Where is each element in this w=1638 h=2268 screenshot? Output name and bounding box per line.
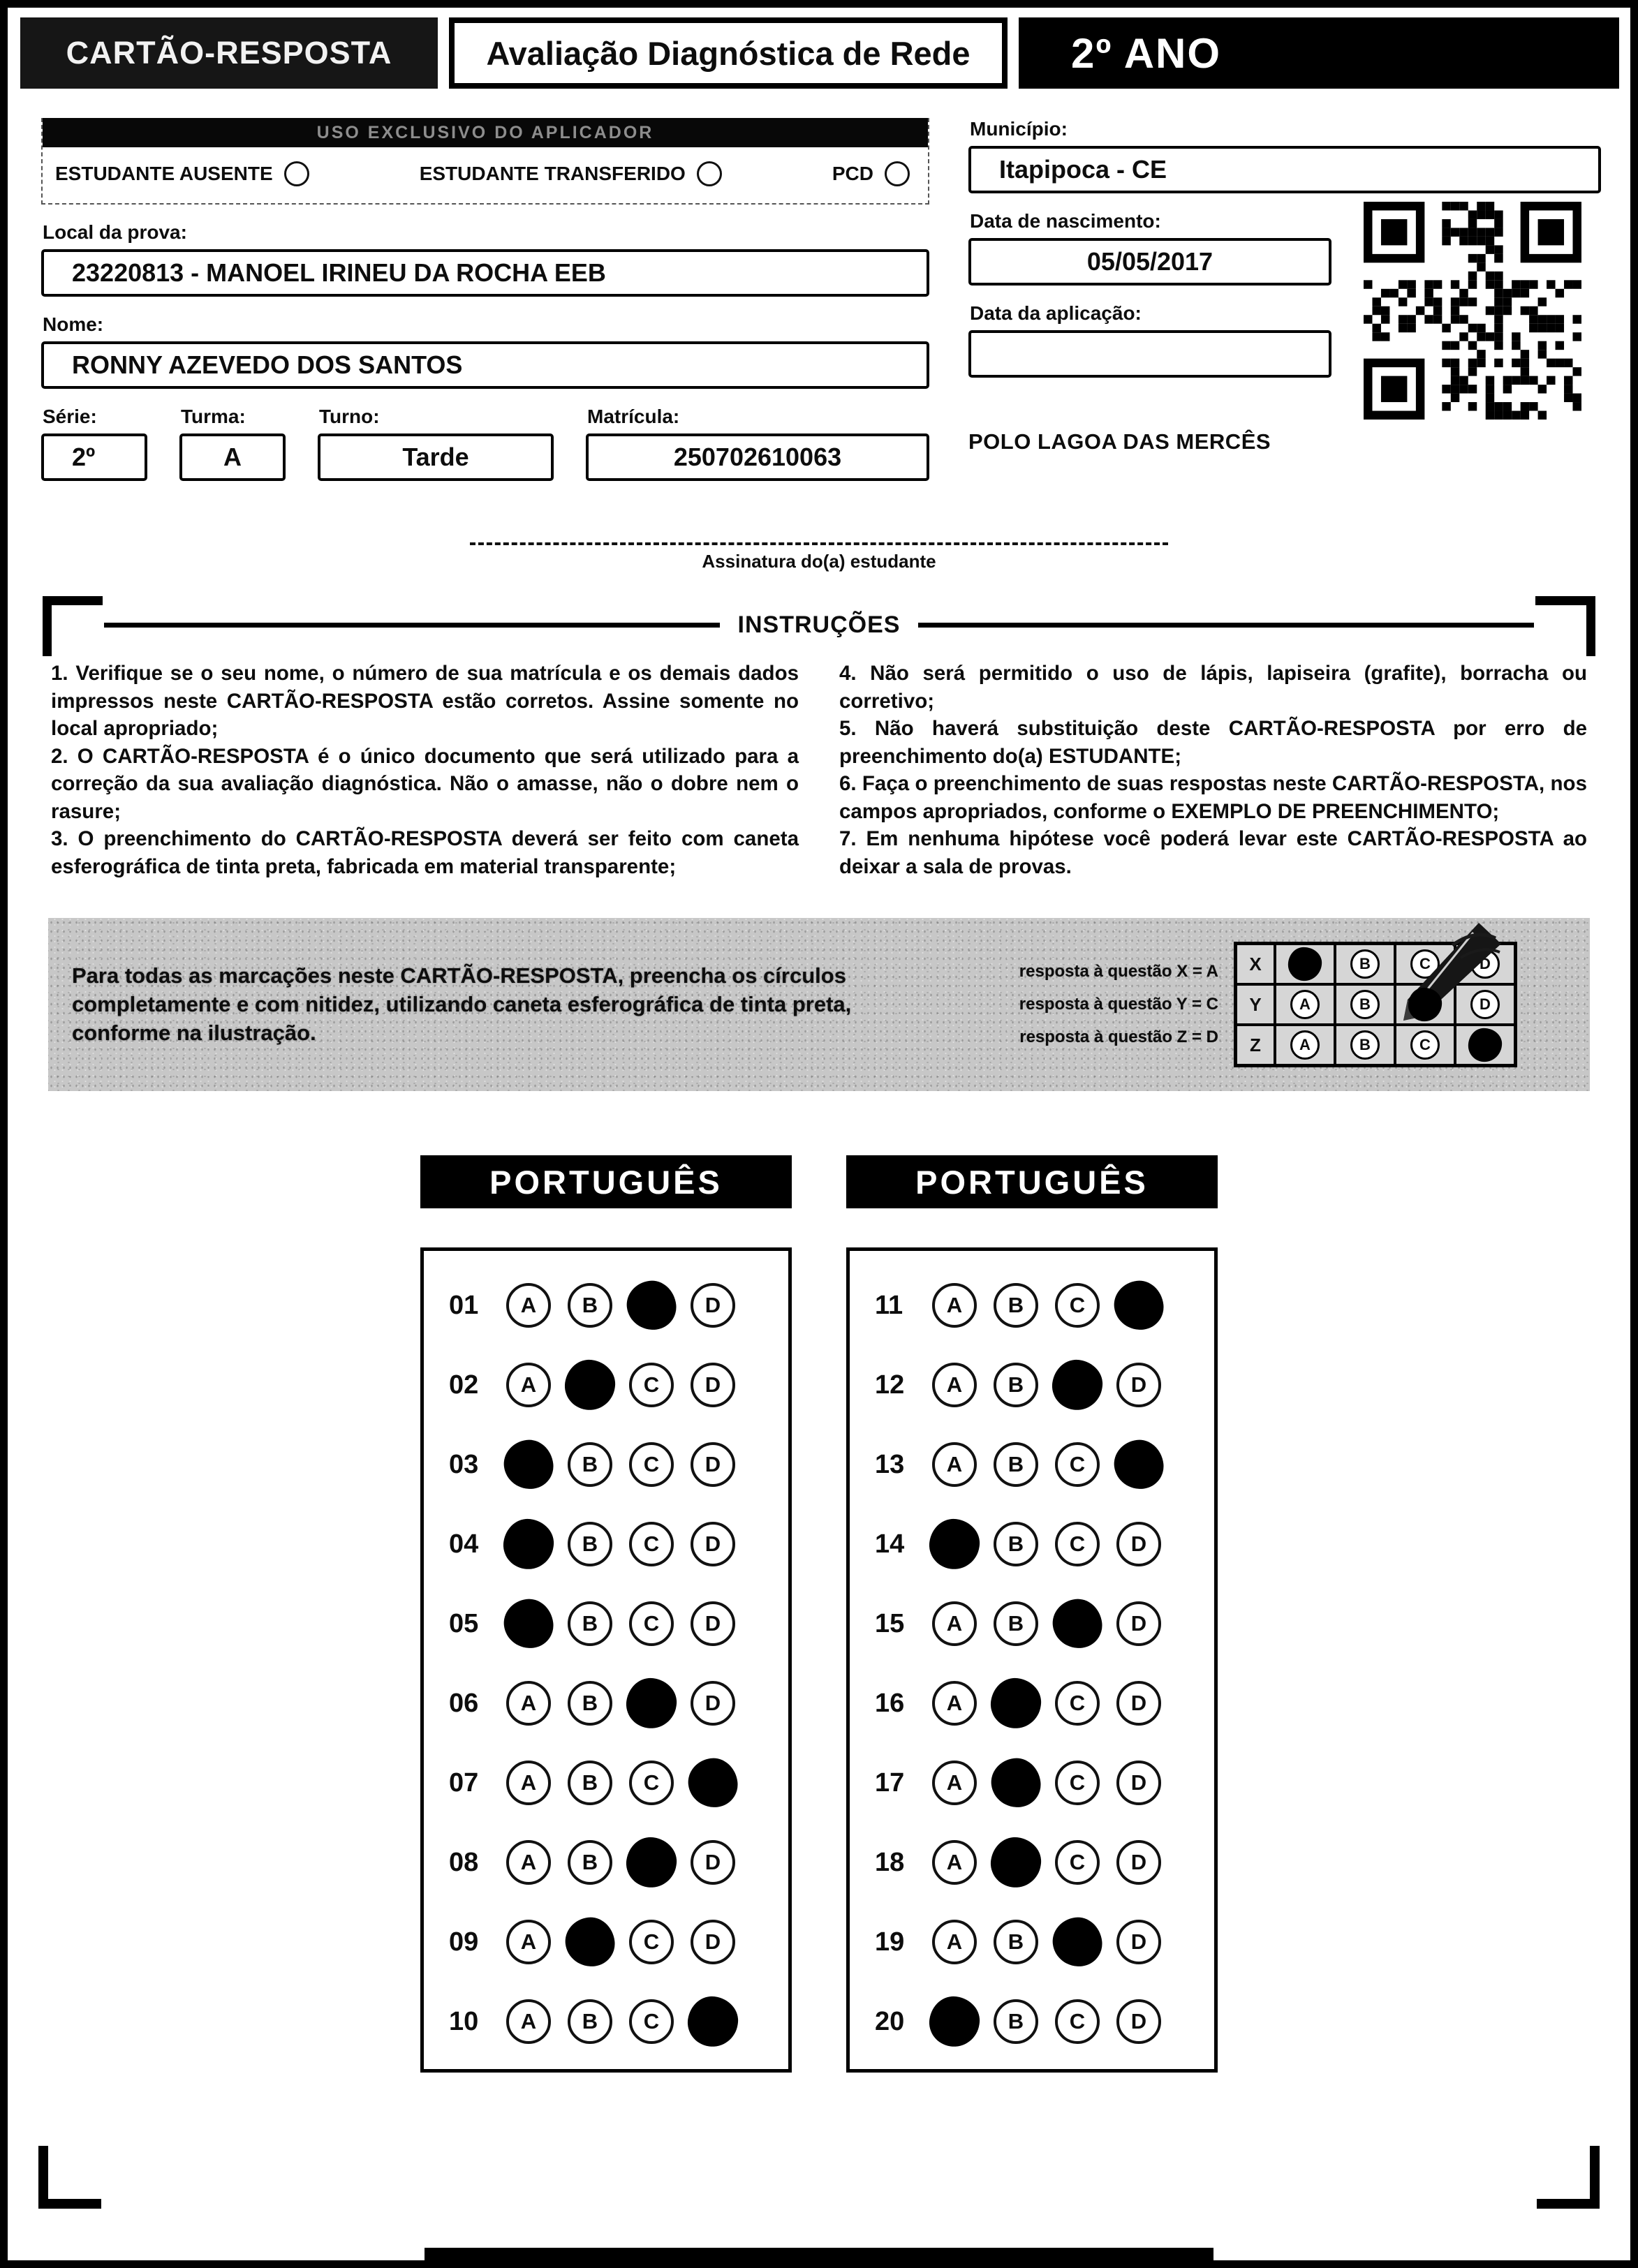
q13-option-D[interactable] xyxy=(1112,1437,1166,1492)
q18-option-D[interactable]: D xyxy=(1116,1840,1161,1885)
q12-option-D[interactable]: D xyxy=(1116,1363,1161,1407)
q13-option-B[interactable]: B xyxy=(994,1442,1038,1487)
q09-option-D[interactable]: D xyxy=(691,1920,735,1964)
qr-code xyxy=(1364,202,1581,454)
q02-option-A[interactable]: A xyxy=(506,1363,551,1407)
q06-option-A[interactable]: A xyxy=(506,1681,551,1726)
q10-option-A[interactable]: A xyxy=(506,1999,551,2044)
q20-option-A[interactable] xyxy=(927,1994,983,2050)
sheet-title: CARTÃO-RESPOSTA xyxy=(20,17,438,89)
example-Z-option-D[interactable] xyxy=(1468,1028,1502,1062)
data-nascimento-label: Data de nascimento: xyxy=(970,210,1161,232)
pcd-checkbox-label: PCD xyxy=(832,163,873,184)
matricula-label: Matrícula: xyxy=(587,406,680,427)
question-row xyxy=(449,1283,788,1328)
q14-option-C[interactable]: C xyxy=(1055,1522,1100,1566)
question-number: 04 xyxy=(449,1529,479,1559)
aplicador-box xyxy=(41,118,929,205)
answers-box xyxy=(846,1247,1218,2073)
example-cell xyxy=(1275,944,1335,984)
q08-option-A[interactable]: A xyxy=(506,1840,551,1885)
corner-mark-bottom-left-icon xyxy=(38,2146,101,2209)
question-row xyxy=(449,1522,788,1566)
serie-label: Série: xyxy=(43,406,97,427)
corner-mark-top-left-icon xyxy=(43,596,103,656)
q18-option-C[interactable]: C xyxy=(1055,1840,1100,1885)
data-aplicacao-label: Data da aplicação: xyxy=(970,302,1142,324)
q20-option-C[interactable]: C xyxy=(1055,1999,1100,2044)
student-info-section xyxy=(41,118,1601,481)
q08-option-C[interactable] xyxy=(624,1835,680,1891)
q10-option-B[interactable]: B xyxy=(568,1999,612,2044)
checkbox-item xyxy=(55,161,309,186)
q20-option-B[interactable]: B xyxy=(994,1999,1038,2044)
question-row xyxy=(449,1999,788,2044)
question-number: 02 xyxy=(449,1370,479,1400)
question-number: 19 xyxy=(875,1927,905,1957)
example-grid-row xyxy=(1236,1025,1515,1065)
instructions-section xyxy=(48,596,1590,880)
q03-option-C[interactable]: C xyxy=(629,1442,674,1487)
q02-option-C[interactable]: C xyxy=(629,1363,674,1407)
q04-option-A[interactable] xyxy=(501,1516,557,1573)
example-cell xyxy=(1455,1025,1515,1065)
q01-option-C[interactable] xyxy=(624,1278,679,1333)
q17-option-B[interactable] xyxy=(989,1756,1043,1810)
q19-option-B[interactable]: B xyxy=(994,1920,1038,1964)
instruction-item: 1. Verifique se o seu nome, o número de sua matrícula e os demais dados impressos neste CARTÃO-RESPOSTA estão corretos. Assine somente no local apropriado; xyxy=(51,662,799,741)
q16-option-D[interactable]: D xyxy=(1116,1681,1161,1726)
polo-label: POLO LAGOA DAS MERCÊS xyxy=(968,429,1271,454)
q14-option-B[interactable]: B xyxy=(994,1522,1038,1566)
corner-mark-top-right-icon xyxy=(1535,596,1595,656)
question-number: 11 xyxy=(875,1290,903,1320)
q05-option-B[interactable]: B xyxy=(568,1601,612,1646)
question-row xyxy=(875,1920,1214,1964)
question-row xyxy=(449,1442,788,1487)
question-row xyxy=(875,1681,1214,1726)
q18-option-A[interactable]: A xyxy=(932,1840,977,1885)
assessment-title: Avaliação Diagnóstica de Rede xyxy=(449,17,1008,89)
municipio-field: Itapipoca - CE xyxy=(968,146,1601,193)
fill-example-text: Para todas as marcações neste CARTÃO-RESPOSTA, preencha os círculos completamente e com nitidez, utilizando caneta esferográfica de tinta preta, conforme na ilustração. xyxy=(72,963,852,1045)
corner-mark-bottom-right-icon xyxy=(1537,2146,1600,2209)
fill-example-box xyxy=(48,918,1590,1091)
q18-option-B[interactable] xyxy=(988,1835,1045,1891)
example-cell xyxy=(1335,1025,1395,1065)
question-number: 18 xyxy=(875,1847,905,1877)
matricula-field: 250702610063 xyxy=(586,433,929,481)
q12-option-C[interactable] xyxy=(1049,1357,1106,1414)
example-row-label: X xyxy=(1236,944,1275,984)
q08-option-D[interactable]: D xyxy=(691,1840,735,1885)
q06-option-B[interactable]: B xyxy=(568,1681,612,1726)
question-number: 13 xyxy=(875,1449,905,1479)
example-row-label: Y xyxy=(1236,984,1275,1025)
question-number: 01 xyxy=(449,1290,479,1320)
next-page-edge xyxy=(425,2248,1213,2260)
question-row xyxy=(875,1522,1214,1566)
estudante-ausente-checkbox-label: ESTUDANTE AUSENTE xyxy=(55,163,273,184)
question-number: 06 xyxy=(449,1688,479,1718)
pcd-checkbox[interactable] xyxy=(885,161,910,186)
checkbox-item xyxy=(420,161,722,186)
q06-option-D[interactable]: D xyxy=(691,1681,735,1726)
q15-option-B[interactable]: B xyxy=(994,1601,1038,1646)
grade-label: 2º ANO xyxy=(1019,17,1619,89)
estudante-transferido-checkbox[interactable] xyxy=(697,161,722,186)
top-bar xyxy=(20,17,1619,89)
q20-option-D[interactable]: D xyxy=(1116,1999,1161,2044)
question-number: 09 xyxy=(449,1927,479,1957)
subject-header: PORTUGUÊS xyxy=(846,1155,1218,1208)
q01-option-B[interactable]: B xyxy=(568,1283,612,1328)
q13-option-C[interactable]: C xyxy=(1055,1442,1100,1487)
example-cell xyxy=(1395,1025,1455,1065)
answers-box xyxy=(420,1247,792,2073)
question-number: 17 xyxy=(875,1767,905,1798)
title-rule-right xyxy=(918,623,1534,628)
q14-option-D[interactable]: D xyxy=(1116,1522,1161,1566)
instruction-item: 5. Não haverá substituição deste CARTÃO-RESPOSTA por erro de preenchimento do(a) ESTUDANTE; xyxy=(839,717,1587,768)
question-number: 20 xyxy=(875,2006,905,2036)
question-number: 16 xyxy=(875,1688,905,1718)
turma-label: Turma: xyxy=(181,406,246,427)
estudante-transferido-checkbox-label: ESTUDANTE TRANSFERIDO xyxy=(419,163,686,184)
example-caption: resposta à questão Y = C xyxy=(1019,994,1218,1014)
q12-option-A[interactable]: A xyxy=(932,1363,977,1407)
question-row xyxy=(449,1761,788,1805)
example-X-option-A[interactable] xyxy=(1288,947,1322,981)
q03-option-B[interactable]: B xyxy=(568,1442,612,1487)
instruction-item: 4. Não será permitido o uso de lápis, lapiseira (grafite), borracha ou corretivo; xyxy=(839,662,1587,713)
turma-field: A xyxy=(179,433,286,481)
q05-option-D[interactable]: D xyxy=(691,1601,735,1646)
q19-option-C[interactable] xyxy=(1050,1915,1105,1969)
q16-option-B[interactable] xyxy=(988,1675,1045,1732)
question-row xyxy=(449,1681,788,1726)
local-da-prova-label: Local da prova: xyxy=(43,221,187,243)
fill-example-captions xyxy=(1019,956,1234,1053)
q01-option-A[interactable]: A xyxy=(506,1283,551,1328)
instruction-item: 3. O preenchimento do CARTÃO-RESPOSTA deverá ser feito com caneta esferográfica de tinta preta, fabricada em material transparente; xyxy=(51,827,799,878)
turno-field: Tarde xyxy=(318,433,554,481)
subject-header: PORTUGUÊS xyxy=(420,1155,792,1208)
question-row xyxy=(875,1601,1214,1646)
q02-option-D[interactable]: D xyxy=(691,1363,735,1407)
example-Z-option-B[interactable]: B xyxy=(1350,1030,1380,1060)
q10-option-C[interactable]: C xyxy=(629,1999,674,2044)
example-cell xyxy=(1275,1025,1335,1065)
q11-option-B[interactable]: B xyxy=(994,1283,1038,1328)
q17-option-A[interactable]: A xyxy=(932,1761,977,1805)
municipio-label: Município: xyxy=(970,118,1068,140)
q09-option-A[interactable]: A xyxy=(506,1920,551,1964)
q04-option-B[interactable]: B xyxy=(568,1522,612,1566)
instruction-item: 6. Faça o preenchimento de suas respostas neste CARTÃO-RESPOSTA, nos campos apropriados, conforme o EXEMPLO DE PREENCHIMENTO; xyxy=(839,772,1587,823)
nome-label: Nome: xyxy=(43,313,104,335)
example-X-option-B[interactable]: B xyxy=(1350,949,1380,979)
q11-option-D[interactable] xyxy=(1112,1278,1166,1333)
nome-field: RONNY AZEVEDO DOS SANTOS xyxy=(41,341,929,389)
data-nascimento-field: 05/05/2017 xyxy=(968,238,1331,286)
q15-option-D[interactable]: D xyxy=(1116,1601,1161,1646)
question-row xyxy=(449,1601,788,1646)
signature-area xyxy=(8,542,1630,572)
local-da-prova-field: 23220813 - MANOEL IRINEU DA ROCHA EEB xyxy=(41,249,929,297)
question-number: 03 xyxy=(449,1449,479,1479)
question-row xyxy=(449,1840,788,1885)
q11-option-A[interactable]: A xyxy=(932,1283,977,1328)
signature-label: Assinatura do(a) estudante xyxy=(702,551,936,572)
q13-option-A[interactable]: A xyxy=(932,1442,977,1487)
q07-option-A[interactable]: A xyxy=(506,1761,551,1805)
q03-option-D[interactable]: D xyxy=(691,1442,735,1487)
question-number: 12 xyxy=(875,1370,905,1400)
instruction-item: 7. Em nenhuma hipótese você poderá levar este CARTÃO-RESPOSTA ao deixar a sala de provas. xyxy=(839,827,1587,878)
q01-option-D[interactable]: D xyxy=(691,1283,735,1328)
question-number: 15 xyxy=(875,1608,905,1638)
example-X-option-D[interactable]: D xyxy=(1470,949,1500,979)
checkbox-item xyxy=(832,161,910,186)
question-number: 10 xyxy=(449,2006,479,2036)
checkbox-row xyxy=(43,147,928,203)
instructions-column-right xyxy=(839,660,1587,880)
question-number: 08 xyxy=(449,1847,479,1877)
example-Y-option-A[interactable]: A xyxy=(1290,990,1320,1019)
example-Z-option-A[interactable]: A xyxy=(1290,1030,1320,1060)
q15-option-A[interactable]: A xyxy=(932,1601,977,1646)
q07-option-C[interactable]: C xyxy=(629,1761,674,1805)
answers-column xyxy=(420,1155,792,2073)
example-caption: resposta à questão X = A xyxy=(1019,961,1218,981)
title-rule-left xyxy=(104,623,720,628)
q14-option-A[interactable] xyxy=(927,1516,983,1573)
q04-option-C[interactable]: C xyxy=(629,1522,674,1566)
q09-option-B[interactable] xyxy=(563,1915,617,1969)
q04-option-D[interactable]: D xyxy=(691,1522,735,1566)
instructions-title: INSTRUÇÕES xyxy=(737,612,901,638)
aplicador-bar: USO EXCLUSIVO DO APLICADOR xyxy=(43,118,928,147)
example-X-option-C[interactable]: C xyxy=(1410,949,1440,979)
data-aplicacao-field xyxy=(968,330,1331,378)
question-row xyxy=(875,1999,1214,2044)
q17-option-C[interactable]: C xyxy=(1055,1761,1100,1805)
q07-option-D[interactable] xyxy=(686,1756,740,1810)
question-row xyxy=(875,1283,1214,1328)
question-number: 05 xyxy=(449,1608,479,1638)
serie-field: 2º xyxy=(41,433,147,481)
q17-option-D[interactable]: D xyxy=(1116,1761,1161,1805)
q06-option-C[interactable] xyxy=(624,1675,680,1732)
fill-example-grid xyxy=(1234,942,1517,1067)
signature-line[interactable] xyxy=(470,542,1168,545)
q05-option-C[interactable]: C xyxy=(629,1601,674,1646)
q09-option-C[interactable]: C xyxy=(629,1920,674,1964)
estudante-ausente-checkbox[interactable] xyxy=(284,161,309,186)
turno-label: Turno: xyxy=(319,406,380,427)
q16-option-C[interactable]: C xyxy=(1055,1681,1100,1726)
q19-option-A[interactable]: A xyxy=(932,1920,977,1964)
q12-option-B[interactable]: B xyxy=(994,1363,1038,1407)
question-row xyxy=(449,1363,788,1407)
q19-option-D[interactable]: D xyxy=(1116,1920,1161,1964)
example-Y-option-B[interactable]: B xyxy=(1350,990,1380,1019)
question-row xyxy=(449,1920,788,1964)
question-row xyxy=(875,1363,1214,1407)
question-number: 07 xyxy=(449,1767,479,1798)
student-info-right xyxy=(968,118,1601,481)
question-number: 14 xyxy=(875,1529,905,1559)
q02-option-B[interactable] xyxy=(562,1357,619,1414)
q07-option-B[interactable]: B xyxy=(568,1761,612,1805)
q10-option-D[interactable] xyxy=(685,1994,741,2050)
example-Z-option-C[interactable]: C xyxy=(1410,1030,1440,1060)
student-info-left xyxy=(41,118,929,481)
example-cell xyxy=(1275,984,1335,1025)
answers-section xyxy=(8,1155,1630,2073)
q11-option-C[interactable]: C xyxy=(1055,1283,1100,1328)
question-row xyxy=(875,1761,1214,1805)
question-row xyxy=(875,1840,1214,1885)
example-caption: resposta à questão Z = D xyxy=(1019,1027,1218,1046)
q03-option-A[interactable] xyxy=(501,1437,556,1492)
q15-option-C[interactable] xyxy=(1050,1596,1105,1651)
answers-column xyxy=(846,1155,1218,2073)
q05-option-A[interactable] xyxy=(501,1596,556,1651)
example-row-label: Z xyxy=(1236,1025,1275,1065)
instruction-item: 2. O CARTÃO-RESPOSTA é o único documento que será utilizado para a correção da sua avaliação diagnóstica. Não o amasse, não o dobre nem o rasure; xyxy=(51,744,799,823)
example-Y-option-D[interactable]: D xyxy=(1470,990,1500,1019)
q08-option-B[interactable]: B xyxy=(568,1840,612,1885)
q16-option-A[interactable]: A xyxy=(932,1681,977,1726)
question-row xyxy=(875,1442,1214,1487)
instructions-column-left xyxy=(51,660,799,880)
